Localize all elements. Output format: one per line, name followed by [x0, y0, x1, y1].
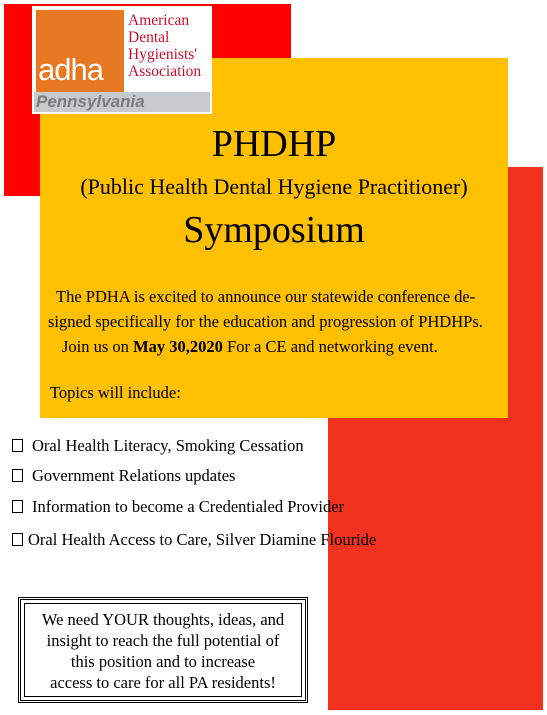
intro-suffix: For a CE and networking event. — [222, 337, 438, 356]
event-name: Symposium — [183, 209, 365, 251]
intro-line — [48, 334, 508, 359]
logo-name-line: Dental — [128, 29, 170, 46]
topic-label: Information to become a Credentialed Provider — [32, 497, 345, 516]
checkbox-bullet-icon — [12, 533, 23, 546]
topic-label: Oral Health Access to Care, Silver Diamine Flouride — [28, 530, 377, 549]
adha-logo — [32, 6, 212, 114]
callout-line: this position and to increase — [70, 652, 256, 671]
checkbox-bullet-icon — [12, 500, 23, 513]
logo-state-band — [34, 92, 210, 112]
intro-line: signed specifically for the education and progression of PHDHPs. — [48, 312, 483, 331]
topic-item — [12, 466, 235, 486]
topic-label: Oral Health Literacy, Smoking Cessation — [32, 436, 304, 455]
logo-state-name: Pennsylvania — [36, 92, 145, 111]
intro-line: The PDHA is excited to announce our statewide conference de- — [56, 287, 476, 306]
checkbox-bullet-icon — [12, 439, 23, 452]
callout-text — [24, 603, 302, 697]
topic-item — [12, 530, 376, 550]
logo-acronym: adha — [38, 52, 103, 87]
logo-association-name — [128, 12, 201, 80]
topics-heading: Topics will include: — [50, 383, 181, 402]
page-title: PHDHP — [211, 123, 337, 165]
callout-line: We need YOUR thoughts, ideas, and — [41, 610, 285, 629]
logo-name-line: Association — [128, 63, 202, 80]
logo-mark — [36, 10, 124, 92]
topic-label: Government Relations updates — [32, 466, 236, 485]
intro-paragraph — [48, 284, 508, 359]
page-subtitle: (Public Health Dental Hygiene Practitioner) — [80, 174, 468, 199]
callout-line: access to care for all PA residents! — [50, 673, 276, 692]
intro-prefix: Join us on — [62, 337, 134, 356]
event-date: May 30,2020 — [133, 337, 223, 356]
callout-box — [18, 597, 308, 703]
logo-name-line: Hygienists' — [128, 46, 198, 63]
callout-line: insight to reach the full potential of — [46, 631, 280, 650]
logo-name-line: American — [128, 12, 190, 29]
topic-item — [12, 436, 304, 456]
topic-item — [12, 497, 344, 517]
checkbox-bullet-icon — [12, 469, 23, 482]
